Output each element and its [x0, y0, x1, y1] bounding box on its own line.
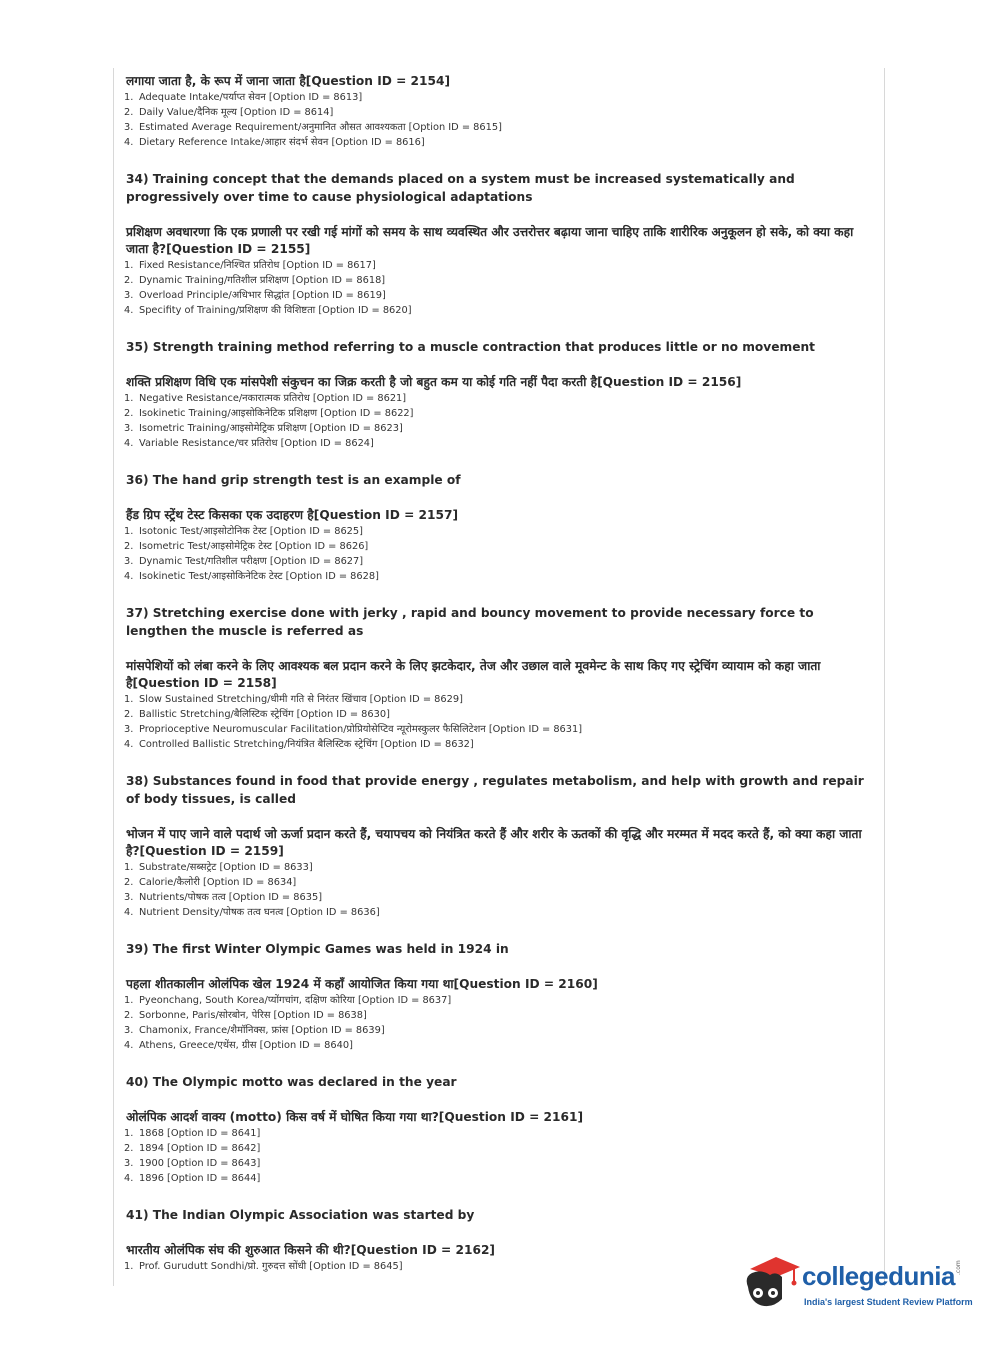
option-item: 1. Adequate Intake/पर्याप्त सेवन [Option ID = 8613] [124, 92, 363, 103]
question-block [126, 604, 878, 752]
option-text: Estimated Average Requirement/अनुमानित औसत आवश्यकता [Option ID = 8615] [139, 122, 502, 133]
option-text: Adequate Intake/पर्याप्त सेवन [Option ID = 8613] [139, 92, 363, 103]
option-item: 3. Dynamic Test/गतिशील परीक्षण [Option ID = 8627] [124, 556, 364, 567]
option-list [126, 391, 878, 451]
option-item: 2. Sorbonne, Paris/सोरबोन, पेरिस [Option ID = 8638] [124, 1010, 367, 1021]
question-block [126, 338, 878, 451]
question-block [126, 1073, 878, 1186]
option-text: Athens, Greece/एथेंस, ग्रीस [Option ID = 8640] [139, 1040, 353, 1051]
question-paper [126, 73, 878, 1294]
logo-wordmark: collegedunia [802, 1261, 955, 1291]
question-block-continuation [126, 73, 878, 150]
option-text: Isometric Test/आइसोमेट्रिक टेस्ट [Option ID = 8626] [139, 541, 369, 552]
option-text: Controlled Ballistic Stretching/नियंत्रित बैलिस्टिक स्ट्रेचिंग [Option ID = 8632] [139, 739, 474, 750]
question-english: 37) Stretching exercise done with jerky , rapid and bouncy movement to provide necessary force to lengthen the muscle is referred as [126, 606, 814, 638]
question-hindi: पहला शीतकालीन ओलंपिक खेल 1924 में कहाँ आयोजित किया गया था[Question ID = 2160] [126, 977, 598, 991]
option-item: 4. Dietary Reference Intake/आहार संदर्भ सेवन [Option ID = 8616] [124, 137, 425, 148]
option-text: Substrate/सब्सट्रेट [Option ID = 8633] [139, 862, 313, 873]
left-margin-rule [113, 68, 114, 1286]
option-text: 1868 [Option ID = 8641] [139, 1128, 261, 1139]
option-item: 1. Negative Resistance/नकारात्मक प्रतिरोध [Option ID = 8621] [124, 393, 407, 404]
option-text: Variable Resistance/चर प्रतिरोध [Option ID = 8624] [139, 438, 374, 449]
option-item: 2. Isometric Test/आइसोमेट्रिक टेस्ट [Option ID = 8626] [124, 541, 369, 552]
question-english: 41) The Indian Olympic Association was started by [126, 1208, 475, 1222]
option-item: 4. Nutrient Density/पोषक तत्व घनत्व [Option ID = 8636] [124, 907, 380, 918]
option-item: 1. Fixed Resistance/निश्चित प्रतिरोध [Option ID = 8617] [124, 260, 376, 271]
logo-suffix: .com [955, 1260, 962, 1275]
question-english: 38) Substances found in food that provide energy , regulates metabolism, and help with growth and repair of body tissues, is called [126, 774, 864, 806]
option-item: 2. 1894 [Option ID = 8642] [124, 1143, 261, 1154]
option-text: Dynamic Training/गतिशील प्रशिक्षण [Option ID = 8618] [139, 275, 386, 286]
option-text: Isotonic Test/आइसोटोनिक टेस्ट [Option ID = 8625] [139, 526, 363, 537]
question-block [126, 471, 878, 584]
option-text: Dietary Reference Intake/आहार संदर्भ सेवन [Option ID = 8616] [139, 137, 425, 148]
option-text: Prof. Gurudutt Sondhi/प्रो. गुरुदत्त सोंधी [Option ID = 8645] [139, 1261, 403, 1272]
question-english: 35) Strength training method referring to a muscle contraction that produces little or no movement [126, 340, 815, 354]
option-text: Sorbonne, Paris/सोरबोन, पेरिस [Option ID = 8638] [139, 1010, 367, 1021]
option-item: 4. Isokinetic Test/आइसोकिनेटिक टेस्ट [Option ID = 8628] [124, 571, 379, 582]
option-item: 1. Substrate/सब्सट्रेट [Option ID = 8633] [124, 862, 313, 873]
question-block [126, 772, 878, 920]
option-item: 4. Athens, Greece/एथेंस, ग्रीस [Option ID = 8640] [124, 1040, 353, 1051]
option-item: 1. 1868 [Option ID = 8641] [124, 1128, 261, 1139]
option-text: Daily Value/दैनिक मूल्य [Option ID = 8614] [139, 107, 334, 118]
option-list [126, 860, 878, 920]
question-list [126, 170, 878, 1274]
option-text: Isometric Training/आइसोमेट्रिक प्रशिक्षण [Option ID = 8623] [139, 423, 403, 434]
option-list [126, 524, 878, 584]
option-item: 3. Isometric Training/आइसोमेट्रिक प्रशिक्षण [Option ID = 8623] [124, 423, 403, 434]
option-item: 2. Dynamic Training/गतिशील प्रशिक्षण [Option ID = 8618] [124, 275, 386, 286]
option-text: Overload Principle/अधिभार सिद्धांत [Option ID = 8619] [139, 290, 386, 301]
question-hindi: ओलंपिक आदर्श वाक्य (motto) किस वर्ष में घोषित किया गया था?[Question ID = 2161] [126, 1110, 584, 1124]
option-item: 4. Variable Resistance/चर प्रतिरोध [Option ID = 8624] [124, 438, 374, 449]
student-mascot-icon [742, 1247, 802, 1311]
option-item: 3. Proprioceptive Neuromuscular Facilitation/प्रोप्रियोसेप्टिव न्यूरोमस्कुलर फैसिलिटेशन [Option ID = 8631] [124, 724, 583, 735]
option-item: 1. Pyeonchang, South Korea/प्योंगचांग, दक्षिण कोरिया [Option ID = 8637] [124, 995, 452, 1006]
option-text: Calorie/कैलोरी [Option ID = 8634] [139, 877, 297, 888]
option-text: 1896 [Option ID = 8644] [139, 1173, 261, 1184]
question-block [126, 170, 878, 318]
option-text: Specifity of Training/प्रशिक्षण की विशिष्टता [Option ID = 8620] [139, 305, 412, 316]
question-hindi: भारतीय ओलंपिक संघ की शुरुआत किसने की थी?[Question ID = 2162] [126, 1243, 496, 1257]
option-text: Nutrient Density/पोषक तत्व घनत्व [Option ID = 8636] [139, 907, 380, 918]
option-item: 1. Prof. Gurudutt Sondhi/प्रो. गुरुदत्त सोंधी [Option ID = 8645] [124, 1261, 403, 1272]
option-list [126, 993, 878, 1053]
option-item: 3. Nutrients/पोषक तत्व [Option ID = 8635] [124, 892, 323, 903]
option-text: Pyeonchang, South Korea/प्योंगचांग, दक्षिण कोरिया [Option ID = 8637] [139, 995, 452, 1006]
question-block [126, 940, 878, 1053]
option-list [126, 1126, 878, 1186]
question-hindi: हैंड ग्रिप स्ट्रेंथ टेस्ट किसका एक उदाहरण है[Question ID = 2157] [126, 508, 459, 522]
option-text: Fixed Resistance/निश्चित प्रतिरोध [Option ID = 8617] [139, 260, 376, 271]
option-item: 3. Overload Principle/अधिभार सिद्धांत [Option ID = 8619] [124, 290, 386, 301]
question-english: 34) Training concept that the demands placed on a system must be increased systematically and progressively over time to cause physiological adaptations [126, 172, 795, 204]
logo-tagline: India's largest Student Review Platform [804, 1297, 973, 1307]
option-text: Ballistic Stretching/बैलिस्टिक स्ट्रेचिंग [Option ID = 8630] [139, 709, 390, 720]
option-list [126, 258, 878, 318]
option-text: 1894 [Option ID = 8642] [139, 1143, 261, 1154]
option-text: Chamonix, France/शैमॉनिक्स, फ्रांस [Option ID = 8639] [139, 1025, 385, 1036]
option-text: Nutrients/पोषक तत्व [Option ID = 8635] [139, 892, 323, 903]
option-item: 4. Specifity of Training/प्रशिक्षण की विशिष्टता [Option ID = 8620] [124, 305, 412, 316]
question-english: 40) The Olympic motto was declared in the year [126, 1075, 457, 1089]
option-item: 2. Isokinetic Training/आइसोकिनेटिक प्रशिक्षण [Option ID = 8622] [124, 408, 414, 419]
option-text: Negative Resistance/नकारात्मक प्रतिरोध [Option ID = 8621] [139, 393, 407, 404]
question-hindi: भोजन में पाए जाने वाले पदार्थ जो ऊर्जा प्रदान करते हैं, चयापचय को नियंत्रित करते हैं और शरीर के ऊतकों की वृद्धि और मरम्मत में मदद करते हैं, को क्या कहा जाता है?[Question ID = 2159] [126, 827, 862, 858]
collegedunia-logo [742, 1247, 973, 1317]
option-item: 3. Estimated Average Requirement/अनुमानित औसत आवश्यकता [Option ID = 8615] [124, 122, 502, 133]
option-list [126, 692, 878, 752]
option-text: Proprioceptive Neuromuscular Facilitation/प्रोप्रियोसेप्टिव न्यूरोमस्कुलर फैसिलिटेशन [Option ID = 8631] [139, 724, 583, 735]
question-hindi: मांसपेशियों को लंबा करने के लिए आवश्यक बल प्रदान करने के लिए झटकेदार, तेज और उछाल वाले मूवमेन्ट के साथ किए गए स्ट्रेचिंग व्यायाम को कहा जाता है[Question ID = 2158] [126, 659, 821, 690]
option-text: 1900 [Option ID = 8643] [139, 1158, 261, 1169]
option-item: 3. 1900 [Option ID = 8643] [124, 1158, 261, 1169]
option-item: 3. Chamonix, France/शैमॉनिक्स, फ्रांस [Option ID = 8639] [124, 1025, 385, 1036]
question-hindi: शक्ति प्रशिक्षण विधि एक मांसपेशी संकुचन का जिक्र करती है जो बहुत कम या कोई गति नहीं पैदा करती है[Question ID = 2156] [126, 375, 742, 389]
question-hindi: लगाया जाता है, के रूप में जाना जाता है[Question ID = 2154] [126, 74, 451, 88]
question-hindi: प्रशिक्षण अवधारणा कि एक प्रणाली पर रखी गई मांगों को समय के साथ व्यवस्थित और उत्तरोत्तर बढ़ाया जाना चाहिए ताकि शारीरिक अनुकूलन हो सके, को क्या कहा जाता है?[Question ID = 2155] [126, 225, 854, 256]
option-item: 2. Daily Value/दैनिक मूल्य [Option ID = 8614] [124, 107, 334, 118]
option-text: Dynamic Test/गतिशील परीक्षण [Option ID = 8627] [139, 556, 364, 567]
option-item: 4. 1896 [Option ID = 8644] [124, 1173, 261, 1184]
option-item: 4. Controlled Ballistic Stretching/नियंत्रित बैलिस्टिक स्ट्रेचिंग [Option ID = 8632] [124, 739, 474, 750]
option-item: 2. Ballistic Stretching/बैलिस्टिक स्ट्रेचिंग [Option ID = 8630] [124, 709, 390, 720]
option-text: Isokinetic Training/आइसोकिनेटिक प्रशिक्षण [Option ID = 8622] [139, 408, 414, 419]
option-list [126, 90, 878, 150]
option-text: Isokinetic Test/आइसोकिनेटिक टेस्ट [Option ID = 8628] [139, 571, 379, 582]
option-item: 2. Calorie/कैलोरी [Option ID = 8634] [124, 877, 297, 888]
option-item: 1. Slow Sustained Stretching/धीमी गति से निरंतर खिंचाव [Option ID = 8629] [124, 694, 463, 705]
option-item: 1. Isotonic Test/आइसोटोनिक टेस्ट [Option ID = 8625] [124, 526, 363, 537]
question-english: 36) The hand grip strength test is an example of [126, 473, 461, 487]
option-text: Slow Sustained Stretching/धीमी गति से निरंतर खिंचाव [Option ID = 8629] [139, 694, 463, 705]
question-english: 39) The first Winter Olympic Games was held in 1924 in [126, 942, 509, 956]
right-margin-rule [884, 68, 885, 1286]
